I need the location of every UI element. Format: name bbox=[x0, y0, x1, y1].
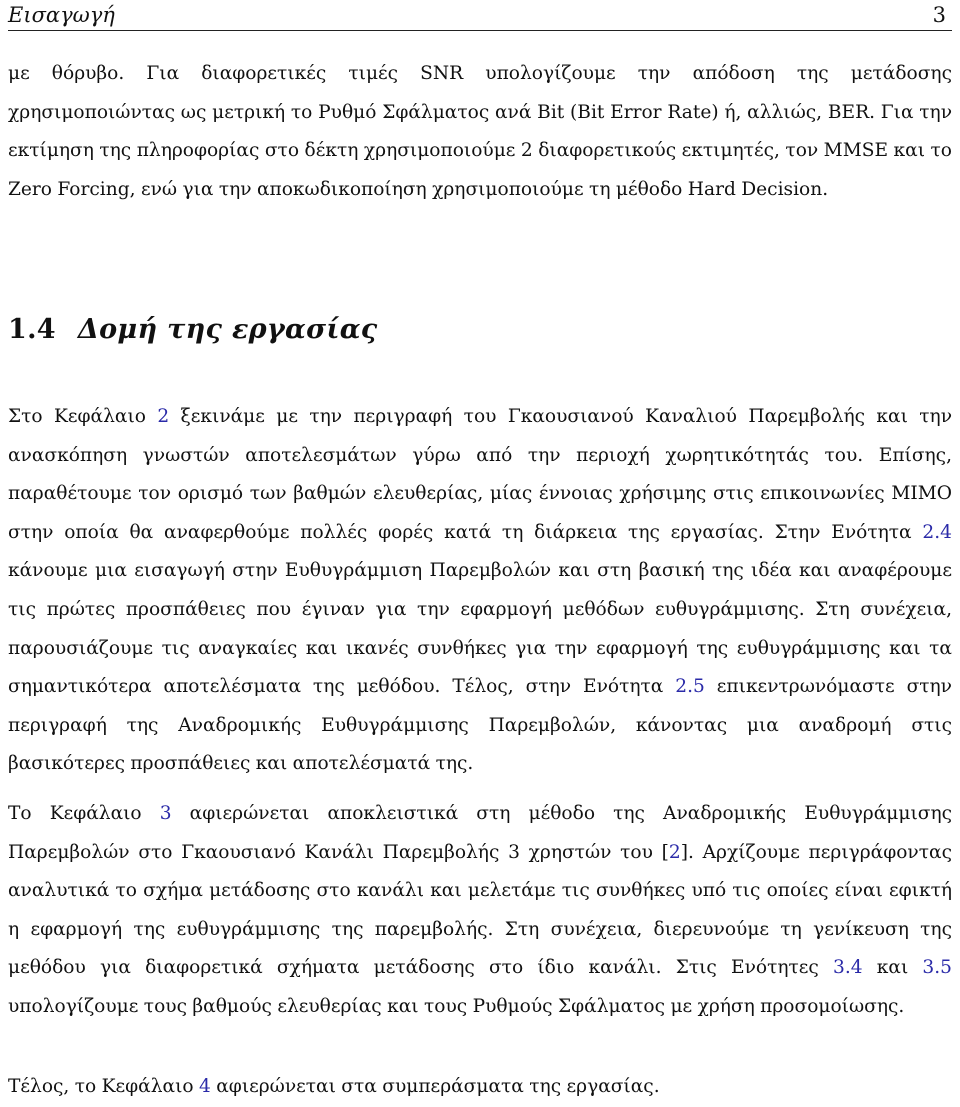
text-run: υπολογίζουμε τους βαθμούς ελευθερίας και τους Ρυθμούς Σφάλματος με χρήση προσομοίωσης. bbox=[8, 995, 905, 1017]
text-run: επικεντρωνόμαστε στην περιγραφή της Αναδρομικής Ευθυγράμμισης Παρεμβολών, κάνοντας μια αναδρομή στις βασικότερες προσπάθειες και αποτελέσματά της. bbox=[8, 676, 952, 775]
text-run: αφιερώνεται αποκλειστικά στη μέθοδο της Αναδρομικής Ευθυγράμμισης Παρεμβολών στο Γκαουσιανό Κανάλι Παρεμβολής 3 χρηστών του [ bbox=[8, 803, 952, 863]
text-run: Στο Κεφάλαιο bbox=[8, 406, 158, 427]
section-3-4-link[interactable]: 3.4 bbox=[833, 957, 863, 979]
chapter-2-link[interactable]: 2 bbox=[157, 406, 170, 427]
chapter4-paragraph bbox=[8, 1068, 952, 1107]
chapter-3-link[interactable]: 3 bbox=[159, 803, 172, 824]
section-2-5-link[interactable]: 2.5 bbox=[675, 676, 705, 698]
chapter2-paragraph bbox=[8, 398, 952, 784]
intro-paragraph-text: με θόρυβο. Για διαφορετικές τιμές SNR υπολογίζουμε την απόδοση της μετάδοσης χρησιμοποιώντας ως μετρική το Ρυθμό Σφάλματος ανά Bit (Bit Error Rate) ή, αλλιώς, BER. Για την εκτίμηση της πληροφορίας στο δέκτη χρησιμοποιούμε 2 διαφορετικούς εκτιμητές, τον MMSE και το Zero Forcing, ενώ για την αποκωδικοποίηση χρησιμοποιούμε τη μέθοδο Hard Decision. bbox=[8, 63, 952, 200]
chapter-4-link[interactable]: 4 bbox=[198, 1076, 211, 1097]
section-3-5-link[interactable]: 3.5 bbox=[922, 957, 952, 979]
citation-2-link[interactable]: 2 bbox=[668, 841, 681, 863]
section-title: Δομή της εργασίας bbox=[77, 314, 378, 345]
text-run: ξεκινάμε με την περιγραφή του Γκαουσιανού Καναλιού Παρεμβολής και την ανασκόπηση γνωστών αποτελεσμάτων γύρω από την περιοχή χωρητικότητάς του. Επίσης, παραθέτουμε τον ορισμό των βαθμών ελευθερίας, μίας έννοιας χρήσιμης στις επικοινωνίες MIMO στην οποία θα αναφερθούμε πολλές φορές κατά τη διάρκεια της εργασίας. Στην Ενότητα bbox=[8, 406, 953, 543]
running-title: Εισαγωγή bbox=[8, 3, 115, 27]
section-heading bbox=[8, 310, 378, 350]
section-number: 1.4 bbox=[8, 314, 56, 345]
text-run: αφιερώνεται στα συμπεράσματα της εργασίας. bbox=[210, 1076, 660, 1097]
text-run: ]. Αρχίζουμε περιγράφοντας αναλυτικά το σχήμα μετάδοσης στο κανάλι και μελετάμε τις συνθήκες υπό τις οποίες είναι εφικτή η εφαρμογή της ευθυγράμμισης της παρεμβολής. Στη συνέχεια, διερευνούμε τη γενίκευση της μεθόδου για διαφορετικά σχήματα μετάδοσης στο ίδιο κανάλι. Στις Ενότητες bbox=[8, 841, 952, 979]
page-number: 3 bbox=[932, 3, 946, 27]
running-header bbox=[8, 2, 952, 31]
text-run: Τέλος, το Κεφάλαιο bbox=[8, 1076, 199, 1097]
chapter3-paragraph bbox=[8, 795, 952, 1027]
intro-paragraph bbox=[8, 55, 952, 209]
text-run: κάνουμε μια εισαγωγή στην Ευθυγράμμιση Παρεμβολών και στη βασική της ιδέα και αναφέρουμε τις πρώτες προσπάθειες που έγιναν για την εφαρμογή μεθόδων ευθυγράμμισης. Στη συνέχεια, παρουσιάζουμε τις αναγκαίες και ικανές συνθήκες για την εφαρμογή της ευθυγράμμισης και τα σημαντικότερα αποτελέσματα της μεθόδου. Τέλος, στην Ενότητα bbox=[8, 560, 952, 698]
section-2-4-link[interactable]: 2.4 bbox=[922, 521, 952, 543]
text-run: Το Κεφάλαιο bbox=[8, 803, 160, 824]
text-run: και bbox=[862, 957, 923, 979]
